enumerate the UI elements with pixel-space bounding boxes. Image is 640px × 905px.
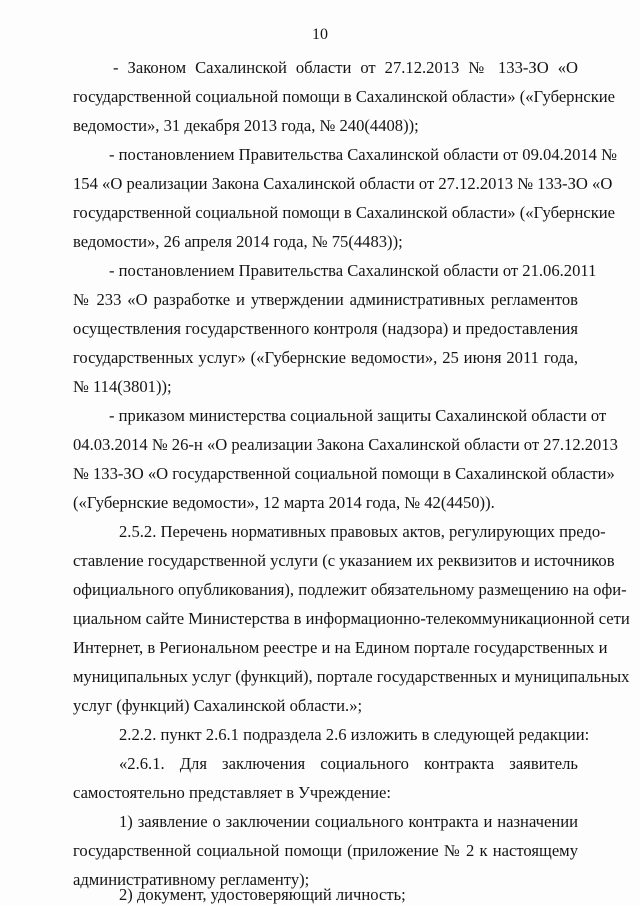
- text-line: муниципальных услуг (функций), портале государственных и муниципальных: [73, 667, 630, 686]
- text-line: «2.6.1. Для заключения социального контракта заявитель: [119, 754, 578, 773]
- text-line: официального опубликования), подлежит обязательному размещению на офи-: [73, 580, 627, 599]
- text-line: - Законом Сахалинской области от 27.12.2013 № 133-ЗО «О: [113, 58, 578, 77]
- text-line: государственной социальной помощи в Сахалинской области» («Губернские: [73, 203, 616, 222]
- text-line: 154 «О реализации Закона Сахалинской области от 27.12.2013 № 133-ЗО «О: [73, 174, 613, 193]
- text-line: № 233 «О разработке и утверждении административных регламентов: [73, 290, 578, 309]
- text-line: - постановлением Правительства Сахалинской области от 09.04.2014 №: [109, 145, 617, 164]
- text-line: - постановлением Правительства Сахалинской области от 21.06.2011: [109, 261, 597, 280]
- text-line: 2.5.2. Перечень нормативных правовых актов, регулирующих предо-: [119, 522, 606, 541]
- text-line: - приказом министерства социальной защиты Сахалинской области от: [109, 406, 607, 425]
- text-line: («Губернские ведомости», 12 марта 2014 года, № 42(4450)).: [73, 493, 495, 512]
- text-line: государственной социальной помощи в Сахалинской области» («Губернские: [73, 87, 616, 106]
- text-line: № 133-ЗО «О государственной социальной помощи в Сахалинской области»: [73, 464, 615, 483]
- text-line: 2) документ, удостоверяющий личность;: [119, 885, 406, 904]
- text-line: 04.03.2014 № 26-н «О реализации Закона Сахалинской области от 27.12.2013: [73, 435, 618, 454]
- text-line: ведомости», 31 декабря 2013 года, № 240(4408));: [73, 116, 419, 135]
- text-line: 2.2.2. пункт 2.6.1 подраздела 2.6 изложить в следующей редакции:: [119, 725, 590, 744]
- text-line: осуществления государственного контроля (надзора) и предоставления: [73, 319, 578, 338]
- text-line: административному регламенту);: [73, 870, 310, 889]
- text-line: № 114(3801));: [73, 377, 172, 396]
- text-line: услуг (функций) Сахалинской области.»;: [73, 696, 363, 715]
- text-line: циальном сайте Министерства в информационно-телекоммуникационной сети: [73, 609, 630, 628]
- text-line: самостоятельно представляет в Учреждение:: [73, 783, 391, 802]
- text-line: государственных услуг» («Губернские ведомости», 25 июня 2011 года,: [73, 348, 578, 367]
- text-line: Интернет, в Региональном реестре и на Едином портале государственных и: [73, 638, 608, 657]
- page-number: 10: [312, 26, 328, 43]
- text-line: государственной социальной помощи (приложение № 2 к настоящему: [73, 841, 578, 860]
- text-line: ведомости», 26 апреля 2014 года, № 75(4483));: [73, 232, 403, 251]
- text-line: ставление государственной услуги (с указанием их реквизитов и источников: [73, 551, 615, 570]
- text-line: 1) заявление о заключении социального контракта и назначении: [119, 812, 578, 831]
